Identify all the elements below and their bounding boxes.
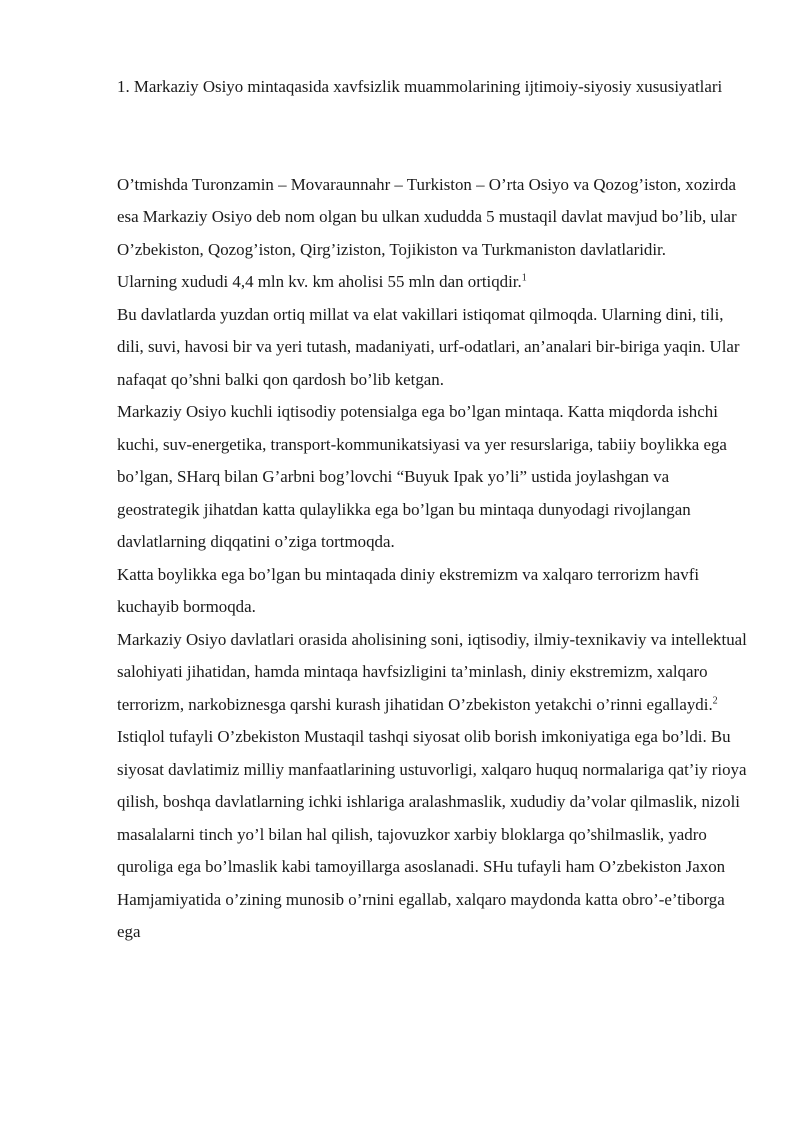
paragraph-7-text: Istiqlol tufayli O’zbekiston Mustaqil tashqi siyosat olib borish imkoniyatiga ega bo’ldi. Bu siyosat davlatimiz milliy manfaatlarining ustuvorligi, xalqaro huquq normalariga qat’iy rioya qilish, boshqa davlatlarning ichki ishlariga aralashmaslik, xududiy da’volar qilmaslik, nizoli masalalarni tinch yo’l bilan hal qilish, tajovuzkor xarbiy bloklarga qo’shilmaslik, yadro quroliga ega bo’lmaslik kabi tamoyillarga asoslanadi. SHu tufayli ham O’zbekiston Jaxon Hamjamiyatida o’zining munosib o’rnini egallab, xalqaro maydonda katta obro’-e’tiborga ega	[117, 727, 747, 941]
paragraph-3	[117, 299, 747, 397]
paragraph-2-text: Ularning xududi 4,4 mln kv. km aholisi 55 mln dan ortiqdir.	[117, 272, 522, 291]
paragraph-1	[117, 169, 747, 267]
paragraph-5-text: Katta boylikka ega bo’lgan bu mintaqada diniy ekstremizm va xalqaro terrorizm havfi kuchayib bormoqda.	[117, 564, 700, 616]
section-heading: 1. Markaziy Osiyo mintaqasida xavfsizlik muammolarining ijtimoiy-siyosiy xususiyatlari	[117, 77, 723, 96]
paragraph-4	[117, 396, 747, 559]
paragraph-3-text: Bu davlatlarda yuzdan ortiq millat va elat vakillari istiqomat qilmoqda. Ularning dini, tili, dili, suvi, havosi bir va yeri tutash, madaniyati, urf-odatlari, an’analari bir-biriga yaqin. Ular nafaqat qo’shni balki qon qardosh bo’lib ketgan.	[117, 304, 740, 389]
paragraph-4-text: Markaziy Osiyo kuchli iqtisodiy potensialga ega bo’lgan mintaqa. Katta miqdorda ishchi kuchi, suv-energetika, transport-kommunikatsiyasi va yer resurslariga, tabiiy boylikka ega bo’lgan, SHarq bilan G’arbni bog’lovchi “Buyuk Ipak yo’li” ustida joylashgan va geostrategik jihatdan katta qulaylikka ega bo’lgan bu mintaqa dunyodagi rivojlangan davlatlarning diqqatini o’ziga tortmoqda.	[117, 402, 727, 551]
paragraph-6	[117, 624, 747, 722]
paragraph-7	[117, 721, 747, 949]
document-page	[117, 71, 747, 949]
paragraph-2	[117, 266, 747, 299]
footnote-marker-1[interactable]: 1	[521, 272, 527, 284]
paragraph-5	[117, 559, 747, 624]
paragraph-1-text: O’tmishda Turonzamin – Movaraunnahr – Turkiston – O’rta Osiyo va Qozog’iston, xozirda esa Markaziy Osiyo deb nom olgan bu ulkan xududda 5 mustaqil davlat mavjud bo’lib, ular O’zbekiston, Qozog’iston, Qirg’iziston, Tojikiston va Turkmaniston davlatlaridir.	[117, 174, 737, 259]
paragraph-6-text: Markaziy Osiyo davlatlari orasida aholisining soni, iqtisodiy, ilmiy-texnikaviy va intellektual salohiyati jihatidan, hamda mintaqa havfsizligini ta’minlash, diniy ekstremizm, xalqaro terrorizm, narkobiznesga qarshi kurash jihatidan O’zbekiston yetakchi o’rinni egallaydi.	[117, 629, 747, 714]
footnote-marker-2[interactable]: 2	[712, 694, 718, 706]
